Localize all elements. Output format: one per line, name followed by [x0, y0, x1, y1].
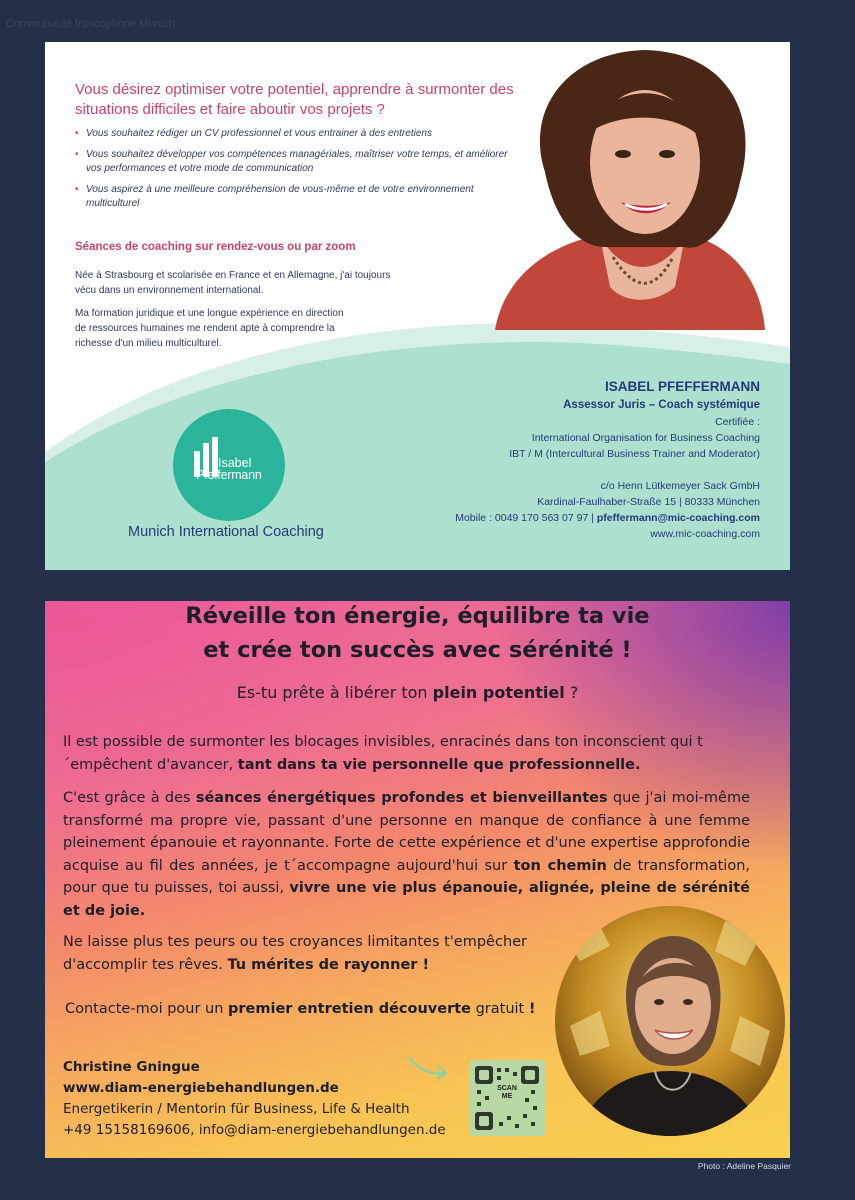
bullet-dot-icon: •: [75, 148, 79, 160]
coaching-ad-card: [45, 42, 790, 570]
bio-paragraph-2: Ma formation juridique et une longue expérience en direction de ressources humaines me rendent apte à comprendre la richesse d'un milieu multiculturel.: [75, 308, 344, 349]
signature-role: Energetikerin / Mentorin für Business, Life & Health: [63, 1101, 410, 1117]
mobile-number: Mobile : 0049 170 563 07 97 |: [455, 512, 597, 524]
signature-contact: +49 15158169606, info@diam-energiebehandlungen.de: [63, 1122, 446, 1138]
card2-title: [45, 601, 790, 667]
certification-org-1: International Organisation for Business Coaching: [531, 432, 760, 444]
contact-block: [455, 378, 760, 542]
title-line-2: et crée ton succès avec sérénité !: [203, 637, 632, 663]
title-line-1: Réveille ton énergie, équilibre ta vie: [185, 603, 650, 629]
bullet-dot-icon: •: [75, 183, 79, 195]
bio-paragraph-1: Née à Strasbourg et scolarisée en France et en Allemagne, j'ai toujours vécu dans un environnement international.: [75, 270, 391, 296]
coach-name: ISABEL PFEFFERMANN: [604, 379, 760, 394]
company-line: c/o Henn Lütkemeyer Sack GmbH: [600, 480, 760, 492]
coach-portrait-photo: [485, 42, 765, 330]
sessions-heading: Séances de coaching sur rendez-vous ou par zoom: [75, 241, 356, 253]
bullet-item: • Vous aspirez à une meilleure compréhension de vous-même et de votre environnement multiculturel: [75, 183, 474, 209]
qr-code[interactable]: [469, 1060, 545, 1136]
photo-credit: Photo : Adeline Pasquier: [697, 1161, 791, 1171]
paragraph-story: C'est grâce à des séances énergétiques profondes et bienveillantes que j'ai moi-même transformé ma propre vie, passant d'une personne en manque de confiance à une femme pleinement épanouie et rayonnante. Forte de cette expérience et d'une expertise approfondie acquise au fil des années, je t´accompagne aujourd'hui sur ton chemin de transformation, pour que tu puisses, toi aussi, vivre une vie plus épanouie, alignée, pleine de sérénité et de joie.: [63, 790, 751, 919]
qr-scan-label: SCAN ME: [493, 1085, 521, 1111]
brand-logo: [173, 409, 285, 521]
certified-label: Certifiée :: [715, 416, 760, 428]
certification-org-2: IBT / M (Intercultural Business Trainer and Moderator): [509, 448, 760, 460]
signature-website[interactable]: www.diam-energiebehandlungen.de: [63, 1080, 339, 1096]
card2-subtitle: Es-tu prête à libérer ton plein potentiel ?: [236, 683, 579, 702]
paragraph-encouragement: Ne laisse plus tes peurs ou tes croyances limitantes t'empêcher d'accomplir tes rêves. Tu mérites de rayonner !: [63, 934, 528, 973]
card1-headline: Vous désirez optimiser votre potentiel, apprendre à surmonter des situations difficiles et faire aboutir vos projets ?: [75, 81, 514, 118]
phone-email-line: [455, 510, 760, 526]
bullet-dot-icon: •: [75, 128, 79, 139]
bullet-item: • Vous souhaitez rédiger un CV professionnel et vous entrainer à des entretiens: [75, 127, 525, 142]
website-link[interactable]: www.mic-coaching.com: [650, 528, 760, 540]
logo-text-last: Pfeffermann: [196, 468, 262, 482]
call-to-action: Contacte-moi pour un premier entretien découverte gratuit !: [65, 1001, 536, 1017]
logo-text-first: Isabel: [218, 456, 252, 470]
paragraph-blockages: Il est possible de surmonter les blocages invisibles, enracinés dans ton inconscient qui t´empêchent d'avancer, tant dans ta vie personnelle que professionnelle.: [63, 734, 703, 773]
signature-name: Christine Gningue: [63, 1059, 200, 1075]
email-link[interactable]: pfeffermann@mic-coaching.com: [596, 512, 760, 524]
energy-ad-card: [45, 601, 790, 1158]
arrow-right-icon: [407, 1053, 451, 1083]
mentor-portrait-photo: [555, 906, 785, 1136]
logo-tagline: Munich International Coaching: [128, 524, 324, 540]
coach-role: Assessor Juris – Coach systémique: [563, 399, 760, 411]
page-header-text: Communauté francophone Munich: [6, 18, 175, 30]
service-bullet-list: [75, 127, 525, 218]
signature-block: [63, 1057, 446, 1141]
bullet-item: • Vous souhaitez développer vos compétences managériales, maîtriser votre temps, et améliorer vos performances et votre mode de communication: [75, 148, 508, 174]
address-line: Kardinal-Faulhaber-Straße 15 | 80333 München: [537, 496, 760, 508]
